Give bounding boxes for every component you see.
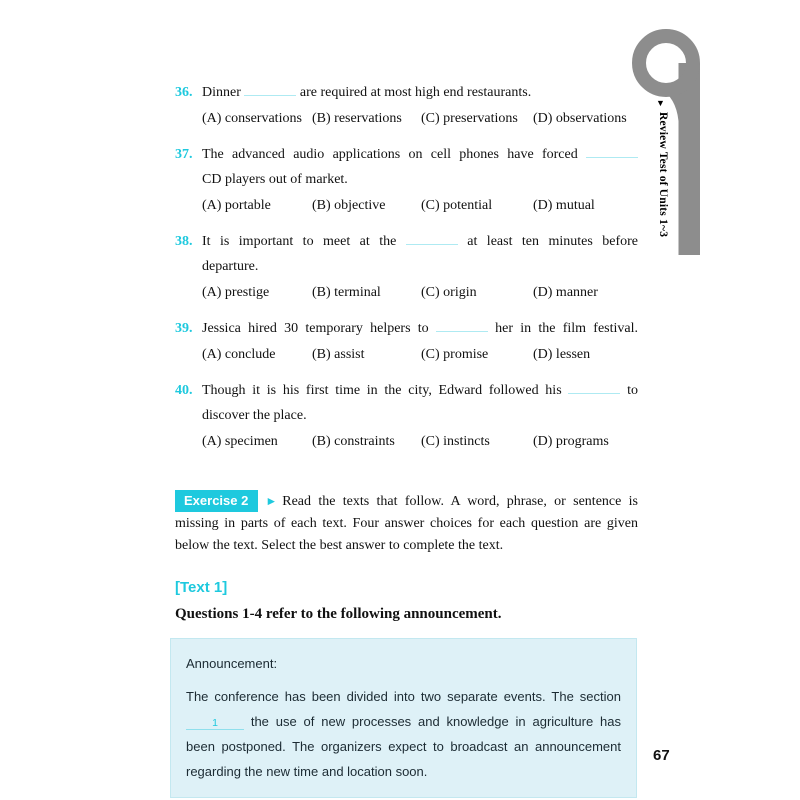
option: (A) specimen	[202, 434, 278, 449]
question-number: 37.	[175, 147, 193, 162]
question	[175, 229, 638, 305]
question-line: It is important to meet at the at least ten minutes before	[202, 234, 638, 249]
option: (A) prestige	[202, 285, 270, 300]
question-number: 38.	[175, 234, 193, 249]
option: (B) terminal	[312, 285, 381, 300]
question	[175, 80, 638, 131]
option: (B) constraints	[312, 434, 395, 449]
answer-blank	[436, 319, 488, 332]
question-body	[202, 142, 638, 218]
question-body	[202, 229, 638, 305]
option: (C) preservations	[421, 111, 518, 126]
question	[175, 142, 638, 218]
question-number: 39.	[175, 321, 193, 336]
text1-heading: [Text 1]	[175, 579, 228, 596]
announcement-title: Announcement:	[186, 656, 278, 671]
content	[175, 80, 638, 798]
question-line: departure.	[202, 259, 259, 274]
option: (B) assist	[312, 347, 365, 362]
option: (C) origin	[421, 285, 477, 300]
question-options	[202, 280, 638, 305]
question	[175, 316, 638, 367]
option: (D) manner	[533, 285, 598, 300]
answer-blank	[568, 381, 620, 394]
question-line: Jessica hired 30 temporary helpers to her in the film festival.	[202, 321, 638, 336]
triangle-down-icon: ▼	[656, 98, 665, 108]
questions-list	[175, 80, 638, 454]
option: (B) reservations	[312, 111, 402, 126]
option: (D) programs	[533, 434, 609, 449]
announcement-box	[170, 638, 637, 798]
numbered-blank: 1	[186, 717, 244, 730]
option: (C) instincts	[421, 434, 490, 449]
option: (C) potential	[421, 198, 493, 213]
question-line: The advanced audio applications on cell phones have forced	[202, 142, 638, 167]
option: (C) promise	[421, 347, 489, 362]
question-body	[202, 80, 638, 131]
option: (A) conservations	[202, 111, 302, 126]
question-line: CD players out of market.	[202, 172, 348, 187]
question-number: 36.	[175, 85, 193, 100]
answer-blank	[244, 83, 296, 96]
option: (D) mutual	[533, 198, 595, 213]
question-line: discover the place.	[202, 408, 307, 423]
option: (A) portable	[202, 198, 271, 213]
exercise-section	[175, 490, 638, 557]
exercise-badge: Exercise 2	[175, 490, 258, 512]
option: (A) conclude	[202, 347, 276, 362]
question-options	[202, 342, 638, 367]
bookmark-label: Review Test of Units 1~3	[657, 112, 669, 238]
question-options	[202, 193, 638, 218]
question-line: Dinner are required at most high end restaurants.	[202, 85, 532, 100]
question-number: 40.	[175, 383, 193, 398]
text1-subheading: Questions 1-4 refer to the following announcement.	[175, 606, 502, 622]
exercise-instructions: Read the texts that follow. A word, phrase, or sentence is missing in parts of each text. Four answer choices for each question are given below the text. Select the best answer to complete the text.	[175, 494, 638, 553]
question-body	[202, 378, 638, 454]
question-options	[202, 429, 638, 454]
option: (D) observations	[533, 111, 627, 126]
option: (B) objective	[312, 198, 386, 213]
question-line: Though it is his first time in the city, Edward followed his to	[202, 383, 638, 398]
answer-blank	[406, 232, 458, 245]
answer-blank	[586, 145, 638, 158]
option: (D) lessen	[533, 347, 591, 362]
question	[175, 378, 638, 454]
page-number: 67	[653, 747, 670, 764]
question-options	[202, 106, 638, 131]
announcement-paragraph: The conference has been divided into two separate events. The section 1 the use of new processes and knowledge in agriculture has been postponed. The organizers expect to broadcast an announcement regarding the new time and location soon.	[186, 689, 621, 779]
question-body	[202, 316, 638, 367]
play-arrow-icon: ►	[265, 494, 278, 508]
